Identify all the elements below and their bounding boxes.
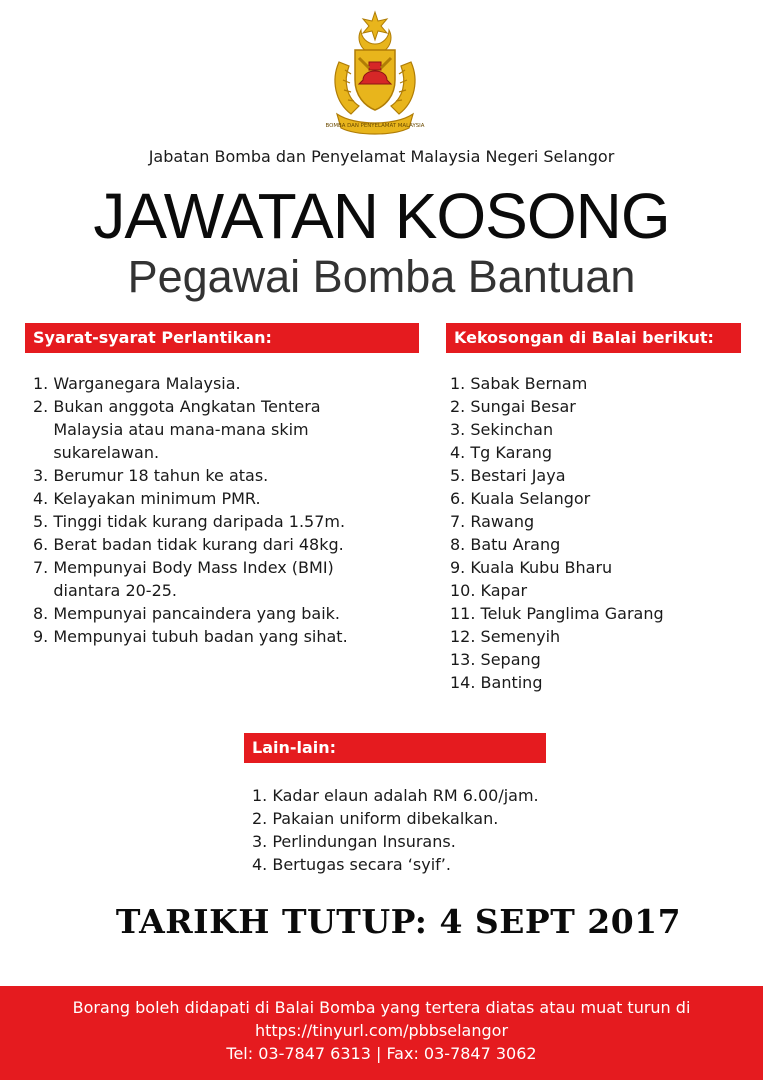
page-subtitle: Pegawai Bomba Bantuan (127, 251, 636, 302)
requirements-list (33, 372, 348, 648)
list-item: 7. Mempunyai Body Mass Index (BMI) (33, 558, 334, 577)
fire-department-emblem (325, 10, 425, 138)
list-item: 12. Semenyih (450, 627, 561, 646)
requirements-heading: Syarat-syarat Perlantikan: (25, 323, 419, 353)
list-item: 14. Banting (450, 673, 543, 692)
department-name: Jabatan Bomba dan Penyelamat Malaysia Negeri Selangor (148, 147, 615, 166)
list-item: 4. Bertugas secara ‘syif’. (252, 855, 451, 874)
list-item: 5. Tinggi tidak kurang daripada 1.57m. (33, 512, 346, 531)
list-item: 1. Warganegara Malaysia. (33, 374, 241, 393)
list-item: 4. Kelayakan minimum PMR. (33, 489, 261, 508)
others-heading: Lain-lain: (244, 733, 546, 763)
closing-date: TARIKH TUTUP: 4 SEPT 2017 (115, 902, 682, 941)
list-item: 10. Kapar (450, 581, 528, 600)
others-list (252, 784, 539, 876)
list-item: 7. Rawang (450, 512, 535, 531)
list-item: 1. Kadar elaun adalah RM 6.00/jam. (252, 786, 539, 805)
vacancies-list (450, 372, 664, 694)
list-item: 2. Sungai Besar (450, 397, 576, 416)
list-item: diantara 20-25. (33, 581, 178, 600)
vacancies-heading: Kekosongan di Balai berikut: (446, 323, 741, 353)
list-item: 1. Sabak Bernam (450, 374, 588, 393)
list-item: 13. Sepang (450, 650, 541, 669)
list-item: 4. Tg Karang (450, 443, 553, 462)
list-item: 6. Berat badan tidak kurang dari 48kg. (33, 535, 344, 554)
list-item: Malaysia atau mana-mana skim (33, 420, 309, 439)
list-item: 3. Berumur 18 tahun ke atas. (33, 466, 269, 485)
download-link[interactable]: https://tinyurl.com/pbbselangor (254, 1021, 509, 1040)
list-item: 2. Bukan anggota Angkatan Tentera (33, 397, 321, 416)
footer-banner (0, 986, 763, 1080)
list-item: sukarelawan. (33, 443, 160, 462)
list-item: 8. Batu Arang (450, 535, 561, 554)
list-item: 2. Pakaian uniform dibekalkan. (252, 809, 499, 828)
page-title: JAWATAN KOSONG (93, 180, 670, 252)
footer-info-text: Borang boleh didapati di Balai Bomba yang tertera diatas atau muat turun di (72, 998, 691, 1017)
list-item: 6. Kuala Selangor (450, 489, 591, 508)
list-item: 11. Teluk Panglima Garang (450, 604, 664, 623)
contact-numbers: Tel: 03-7847 6313 | Fax: 03-7847 3062 (226, 1044, 537, 1063)
list-item: 5. Bestari Jaya (450, 466, 566, 485)
star-icon (363, 12, 387, 40)
list-item: 9. Kuala Kubu Bharu (450, 558, 613, 577)
emblem-text: BOMBA DAN PENYELAMAT MALAYSIA (325, 123, 425, 129)
list-item: 9. Mempunyai tubuh badan yang sihat. (33, 627, 348, 646)
list-item: 3. Sekinchan (450, 420, 554, 439)
list-item: 8. Mempunyai pancaindera yang baik. (33, 604, 340, 623)
list-item: 3. Perlindungan Insurans. (252, 832, 456, 851)
